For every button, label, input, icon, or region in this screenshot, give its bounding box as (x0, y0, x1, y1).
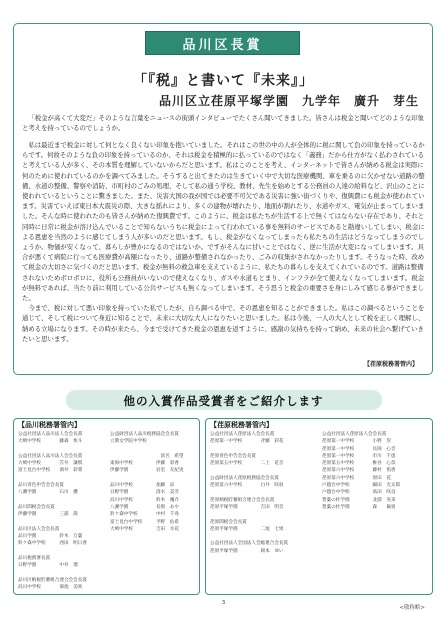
page-number: 3 (221, 600, 226, 606)
ebara-label: 【荏原税務署管内】 (210, 421, 273, 429)
shinagawa-column-2: 公益財団法人品川税務協会会長賞 立教女学院中学校 富名 希望 東海中学校 伊藤 彩香 伊藤学園 岩室 友紀実 品川中学校 加藤 涼 日野学園 清水 美雪 浜川中学校 鈴木 颯介 八潮学園 長嶺 あや 鈴ケ森中学校 中村 千尋 富士見台中学校 平野 佑希 大崎中学校 吉田 水花 (110, 432, 184, 532)
essay-body-text: 私は最近まで税金に対して何となく良くない印象を抱いていました。それはこの世の中の人が全体的に税に関して負の印象を持っているからです。何故そのような負の印象を持っているのか、それは税金を積極的に払っているのではなく「義務」だから仕方がなく払わされていると考えている人が多く、その本質を理解していないからだと思います。私はこのことを考え、インターネットで皆さんが納める税金は実際に何のために使われているのかを調べてみました。そうすると出てきたのは生きていく中で大切な医療機関、車を乗るのに欠かせない道路の整備、水道の整備、警察や消防、市町村のごみの処理、そして私の通う学校、教材、先生を始めとする公務員の人達の給料など、沢山のことに使われているということに驚きました。また、災害大国の我が国では必要不可欠である災害に強い街づくりや、復興費にも税金が使われています。災害ていえば東日本大震災の際、大きな揺れにより、多くの建物が壊れたり、地面が割れたり、水道やガス、電気が止まってしまいました。そんな時に使われたのも皆さんが納めた復興費です。このように、税金は私たちが生活する上で無くてはならない存在であり、それと同時に日常に税金が溶け込んでいることで知らないうちに税金によって行われている事を無料のサービスであると勘違いしてしまい、税金による恩恵を当然のように感じてしまう人が多いのだと思います。もし、税金がなくなってしまったら私たちの生活はどうなってしまうのでしょうか。物価が安くなって、暮らしが豊かになるのではないか。ですがそんなに甘いことではなく、逆に生活が大変になってしまいます。具合が悪くて病院に行っても医療費が高額になったり、道路が整備されなかったり、ごみの収集がされなかったりします。そうなった時、改めて税金の大切さに気づくのだと思います。税金が無料の救急車を支えているように、私たちの暮らしを支えてくれているのです。道路は整備されないためボロボロに、役所も公務員がいないので使えなくなり、ガスや水道もとまり、インフラが全て使えなくなってしまいます。税金が無料であれば、当たり前に利用している公共サービスも無くなってしまいます。そう思うと税金の重要さを身にしみて感じる事ができました。 (22, 141, 425, 303)
section-heading: 他の入賞作品受賞者をご紹介します (123, 394, 324, 408)
essay-author: 品川区立荏原平塚学園 九学年 廣升 芽生 (158, 94, 419, 108)
essay-closing: 今まで、税に対して悪い印象を持っていた私でしたが、自ら調べる中で、その恩恵を知ることができました。私はこの調べるということを通じて、そして税について身近に知ることで、未来に大切な大人になりたいと思いました。私は今後、一人の大人として税を正しく理解し、納める立場になります。その時が来たら、今まで受けてきた税金の恩恵を返すように、感謝の気持ちを持って納め、未来の社会へ繋げていきたいと思います。 (22, 304, 425, 343)
ebara-column-2: 公益社団法人荏原法人会会長賞 荏原第一中学校 小野 崇 荏原第一中学校 長岡 心音 荏原第一中学校 市川 千恵 荏原第五中学校 椎谷 心奈 荏原第六中学校 藤村 侑香 荏原第六中学校 原田 花 戸越台中学校 細田 光太郎 戸越台中学校 高田 咲良 豊葉の杜学園 北浦 実来 豊葉の杜学園 森 倫貴 (322, 432, 401, 510)
shinagawa-label: 【品川税務署管内】 (18, 421, 81, 429)
shinagawa-column-1: 公益社団法人品川法人会会長賞 大崎中学校 藤森 快斗 公益社団法人品川法人会会長賞 大崎中学校 笠井 謙慎 富士見台中学校 酒井 彩菜 品川青色申告会会長賞 八潮学園 石川 優 品川間税会会長賞 伊藤学園 三浦 嵩 品川区法人会会長賞 品川学園 鈴木 万葉 鈴ケ森中学校 西田 明日香 品川税務署長賞 日野学園 中井 瑠 品川区納税貯蓄組合連合会会長賞 浜川中学校 菊池 美咲 (18, 432, 87, 591)
essay-intro: 「税金が高くて大変だ」そのような言葉をニュースの街頭インタビューでたくさん聞いてきました。皆さんは税金と聞いてどのような印象と考えを持っているのでしょうか。 (22, 114, 425, 132)
essay-credit: 【荏原税務署管内】 (363, 361, 418, 368)
essay-title: 「『税』と書いて『未来』」 (133, 73, 314, 89)
ebara-column-1: 公益社団法人荏原法人会会長賞 荏原第一中学校 斉藤 彩花 荏原青色申告会会長賞 荏原第五中学校 二上 花音 公益財団法人荏原税務協会会長賞 荏原第六中学校 白井 咲羽 荏原納税貯蓄組合連合会会長賞 荏原平塚学園 吉田 明音 荏原間税会会長賞 荏原平塚学園 二尾 七果 公益社団法人全国法人会総連合会長賞 荏原平塚学園 岡本 ゆい (210, 432, 289, 554)
essay-body (22, 140, 426, 350)
award-badge: 品川区長賞 (145, 31, 300, 55)
honorifics-omitted-note: <敬称略> (399, 605, 425, 611)
